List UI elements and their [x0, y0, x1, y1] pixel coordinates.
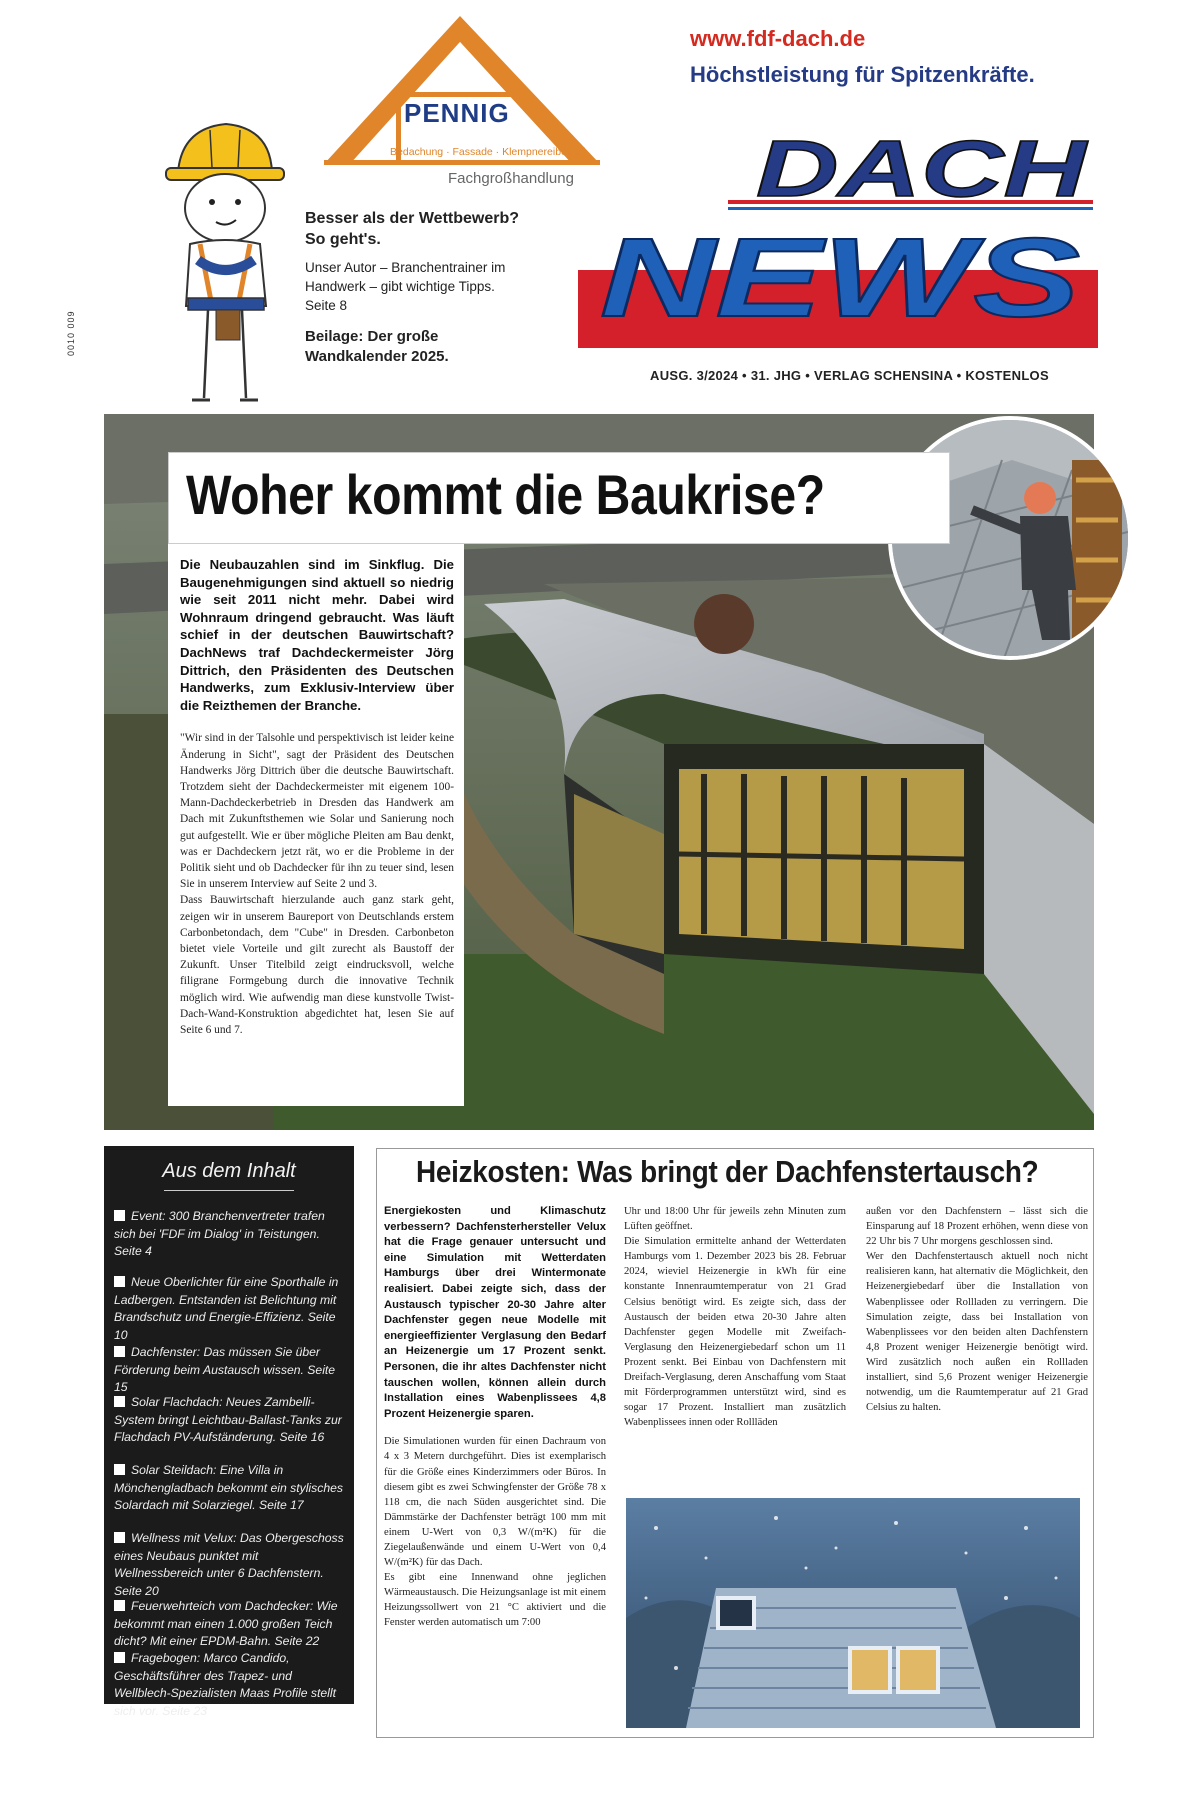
bullet-square-icon	[114, 1600, 125, 1611]
article-intro: Energiekosten und Klimaschutz verbessern? Dachfensterhersteller Velux hat die Frage genauer untersucht und eine Simulation mit Wetterdaten Hamburgs über drei Wintermonate realisiert. Dabei zeigte sich, dass der Austausch typischer 20-30 Jahre alter Dachfenster gegen neue Modelle mit energieeffizienter Verglasung den Bedarf an Heizenergie um 17 Prozent senkt. Personen, die ihr altes Dachfenster nicht tauschen wollen, können allein durch Installation eines Wabenplissees 4,8 Prozent Heizenergie sparen.	[384, 1205, 606, 1420]
cover-story-intro: Die Neubauzahlen sind im Sinkflug. Die Baugenehmigungen sind aktuell so niedrig wie seit 2011 nicht mehr. Dabei wird Wohnraum dringend gebraucht. Was läuft schief in der deutschen Bauwirtschaft? DachNews traf Dachdeckermeister Jörg Dittrich, den Präsidenten des Deutschen Handwerks, zum Exklusiv-Interview über die Reizthemen der Branche.	[180, 557, 454, 713]
bullet-square-icon	[114, 1532, 125, 1543]
bullet-square-icon	[114, 1464, 125, 1475]
article-column-1	[384, 1204, 606, 1631]
teaser-text: Unser Autor – Branchentrainer im Handwerk – gibt wichtige Tipps. Seite 8	[305, 260, 506, 313]
masthead-dach: DACH	[756, 124, 1090, 213]
contents-item[interactable]: Solar Steildach: Eine Villa in Mönchengladbach bekommt ein stylisches Solardach mit Solarziegel. Seite 17	[114, 1463, 343, 1512]
bullet-square-icon	[114, 1346, 125, 1357]
cover-story-body: "Wir sind in der Talsohle und perspektivisch ist leider keine Änderung in Sicht", sagt der Präsident des Deutschen Handwerks Jörg Dittrich über die deutsche Bauwirtschaft. Trotzdem sieht der Dachdeckermeister mit eigenem 100-Mann-Dachdeckerbetrieb in Dresden das Handwerk am Dach mit Zukunftsthemen wie Solar und Sanierung noch gut aufgestellt. Wie er über mögliche Pleiten am Bau denkt, was er Dachdeckern jetzt rät, wo er die Probleme in der Politik sieht und ob Dachdecker für ihn zu teuer sind, lesen Sie in unserem Interview auf Seite 2 und 3. Dass Bauwirtschaft hierzulande auch ganz stark geht, zeigen wir in unserem Baureport von Deutschlands erstem Carbonbetondach, dem "Cube" in Dresden. Carbonbeton bietet viele Vorteile und gilt zurecht als Baustoff der Zukunft. Unser Titelbild zeigt eindrucksvoll, welche filigrane Formgebung durch die innovative Technik möglich wird. Wie aufwendig man diese kunstvolle Twist-Dach-Wand-Konstruktion abgedichtet hat, lesen Sie auf Seite 6 und 7.	[180, 732, 454, 1036]
side-code: 0010 009	[66, 310, 76, 356]
contents-item[interactable]: Wellness mit Velux: Das Obergeschoss eines Neubaus punktet mit Wellnessbereich unter 6 Dachfenstern. Seite 20	[114, 1531, 344, 1598]
pennig-name: PENNIG	[404, 98, 510, 128]
masthead-news: NEWS	[600, 215, 1080, 340]
contents-box	[104, 1146, 354, 1718]
contents-item[interactable]: Feuerwehrteich vom Dachdecker: Wie bekommt man einen 1.000 großen Teich dicht? Mit einer EPDM-Bahn. Seite 22	[114, 1599, 338, 1648]
contents-divider	[164, 1190, 294, 1191]
slogan: Höchstleistung für Spitzenkräfte.	[690, 62, 1035, 87]
pennig-subtitle: Fachgroßhandlung	[448, 170, 574, 187]
contents-item[interactable]: Event: 300 Branchenvertreter trafen sich bei 'FDF im Dialog' in Teistungen. Seite 4	[114, 1209, 325, 1258]
bullet-square-icon	[114, 1396, 125, 1407]
contents-item[interactable]: Fragebogen: Marco Candido, Geschäftsführer des Trapez- und Wellblech-Spezialisten Maas Profile stellt sich vor. Seite 23	[114, 1651, 336, 1718]
cover-headline: Woher kommt die Baukrise?	[186, 463, 825, 526]
pennig-tagline: Bedachung · Fassade · Klempnereibedarf	[390, 146, 585, 158]
dachnews-masthead	[578, 110, 1098, 350]
contents-item[interactable]: Solar Flachdach: Neues Zambelli-System bringt Leichtbau-Ballast-Tanks zur Flachdach PV-Aufständerung. Seite 16	[114, 1395, 342, 1444]
article-body-1: Die Simulationen wurden für einen Dachraum von 4 x 3 Metern durchgeführt. Dies ist exemplarisch für die Größe eines Kinderzimmers oder Büros. In diesem gibt es zwei Schwingfenster der Größe 78 x 118 cm, die nach Süden ausgerichtet sind. Die Dämmstärke der Dachfenster beträgt 100 mm mit einem U-Wert von 0,3 W/(m²K) für die Ziegelaußenwände und einem U-Wert von 0,4 W/(m²K) für das Dach. Es gibt eine Innenwand ohne jeglichen Wärmeaustausch. Die Heizungsanlage ist mit einem Heizungssollwert von 21 °C aktiviert und die Fenster werden automatisch um 7:00	[384, 1436, 606, 1629]
worker-mascot-illustration	[160, 110, 290, 410]
heating-article-title: Heizkosten: Was bringt der Dachfenstertausch?	[416, 1154, 1039, 1189]
contents-title: Aus dem Inhalt	[162, 1160, 296, 1182]
article-body-2: Uhr und 18:00 Uhr für jeweils zehn Minuten zum Lüften geöffnet. Die Simulation ermittelte anhand der Wetterdaten Hamburgs vom 1. Dezember 2023 bis 28. Februar 2024, wieviel Heizenergie in kWh für eine konstante Innenraumtemperatur von 21 Grad Celsius benötigt wird. Es zeigte sich, dass der Austausch der beiden etwa 20-30 Jahre alten Dachfenster gegen Modelle mit Zweifach-Verglasung den Heizenergiebedarf schon um 11 Prozent senkt. Bei Einbau von Dachfenstern mit Dreifach-Verglasung, deren Anschaffung vom Staat mit Förderprogrammen unterstützt wird, sind es sogar 17 Prozent. Installiert man zusätzlich Wabenplissees innen oder Rollläden	[624, 1206, 846, 1429]
teaser-headline: Besser als der Wettbewerb? So geht's.	[305, 210, 520, 248]
snow-roof-window-photo	[626, 1498, 1080, 1728]
article-column-2	[624, 1204, 846, 1430]
article-body-3: außen vor den Dachfenstern – lässt sich die Einsparung auf 18 Prozent erhöhen, wenn diese von 22 Uhr bis 7 Uhr morgens geschlossen sind. Wer den Dachfenstertausch aktuell noch nicht realisieren kann, hat alternativ die Möglichkeit, den Heizenergiebedarf über die Installation von Wabenplissee oder Rollladen zu verringern. Die Simulation zeigte, dass bei Installation von Wabenplissees vor den beiden alten Dachfenstern 4,8 Prozent weniger Heizenergie benötigt wird. Wird zusätzlich noch außen ein Rollladen installiert, sind 5,6 Prozent weniger Heizenergie notwendig, um die Raumtemperatur auf 21 Grad Celsius zu halten.	[866, 1206, 1088, 1414]
site-url[interactable]: www.fdf-dach.de	[690, 26, 866, 51]
bullet-square-icon	[114, 1652, 125, 1663]
bullet-square-icon	[114, 1276, 125, 1287]
cover-story-text	[168, 544, 464, 1106]
article-column-3	[866, 1204, 1088, 1415]
bullet-square-icon	[114, 1210, 125, 1221]
contents-item[interactable]: Dachfenster: Das müssen Sie über Förderung beim Austausch wissen. Seite 15	[114, 1345, 336, 1394]
snowy-roof-photo	[626, 1498, 1080, 1728]
issue-line: AUSG. 3/2024 • 31. JHG • VERLAG SCHENSINA • KOSTENLOS	[650, 368, 1049, 383]
teaser-supplement: Beilage: Der große Wandkalender 2025.	[305, 328, 449, 365]
contents-item[interactable]: Neue Oberlichter für eine Sporthalle in Ladbergen. Entstanden ist Belichtung mit Brandschutz und Energie-Effizienz. Seite 10	[114, 1275, 339, 1342]
teaser-box	[305, 208, 520, 367]
